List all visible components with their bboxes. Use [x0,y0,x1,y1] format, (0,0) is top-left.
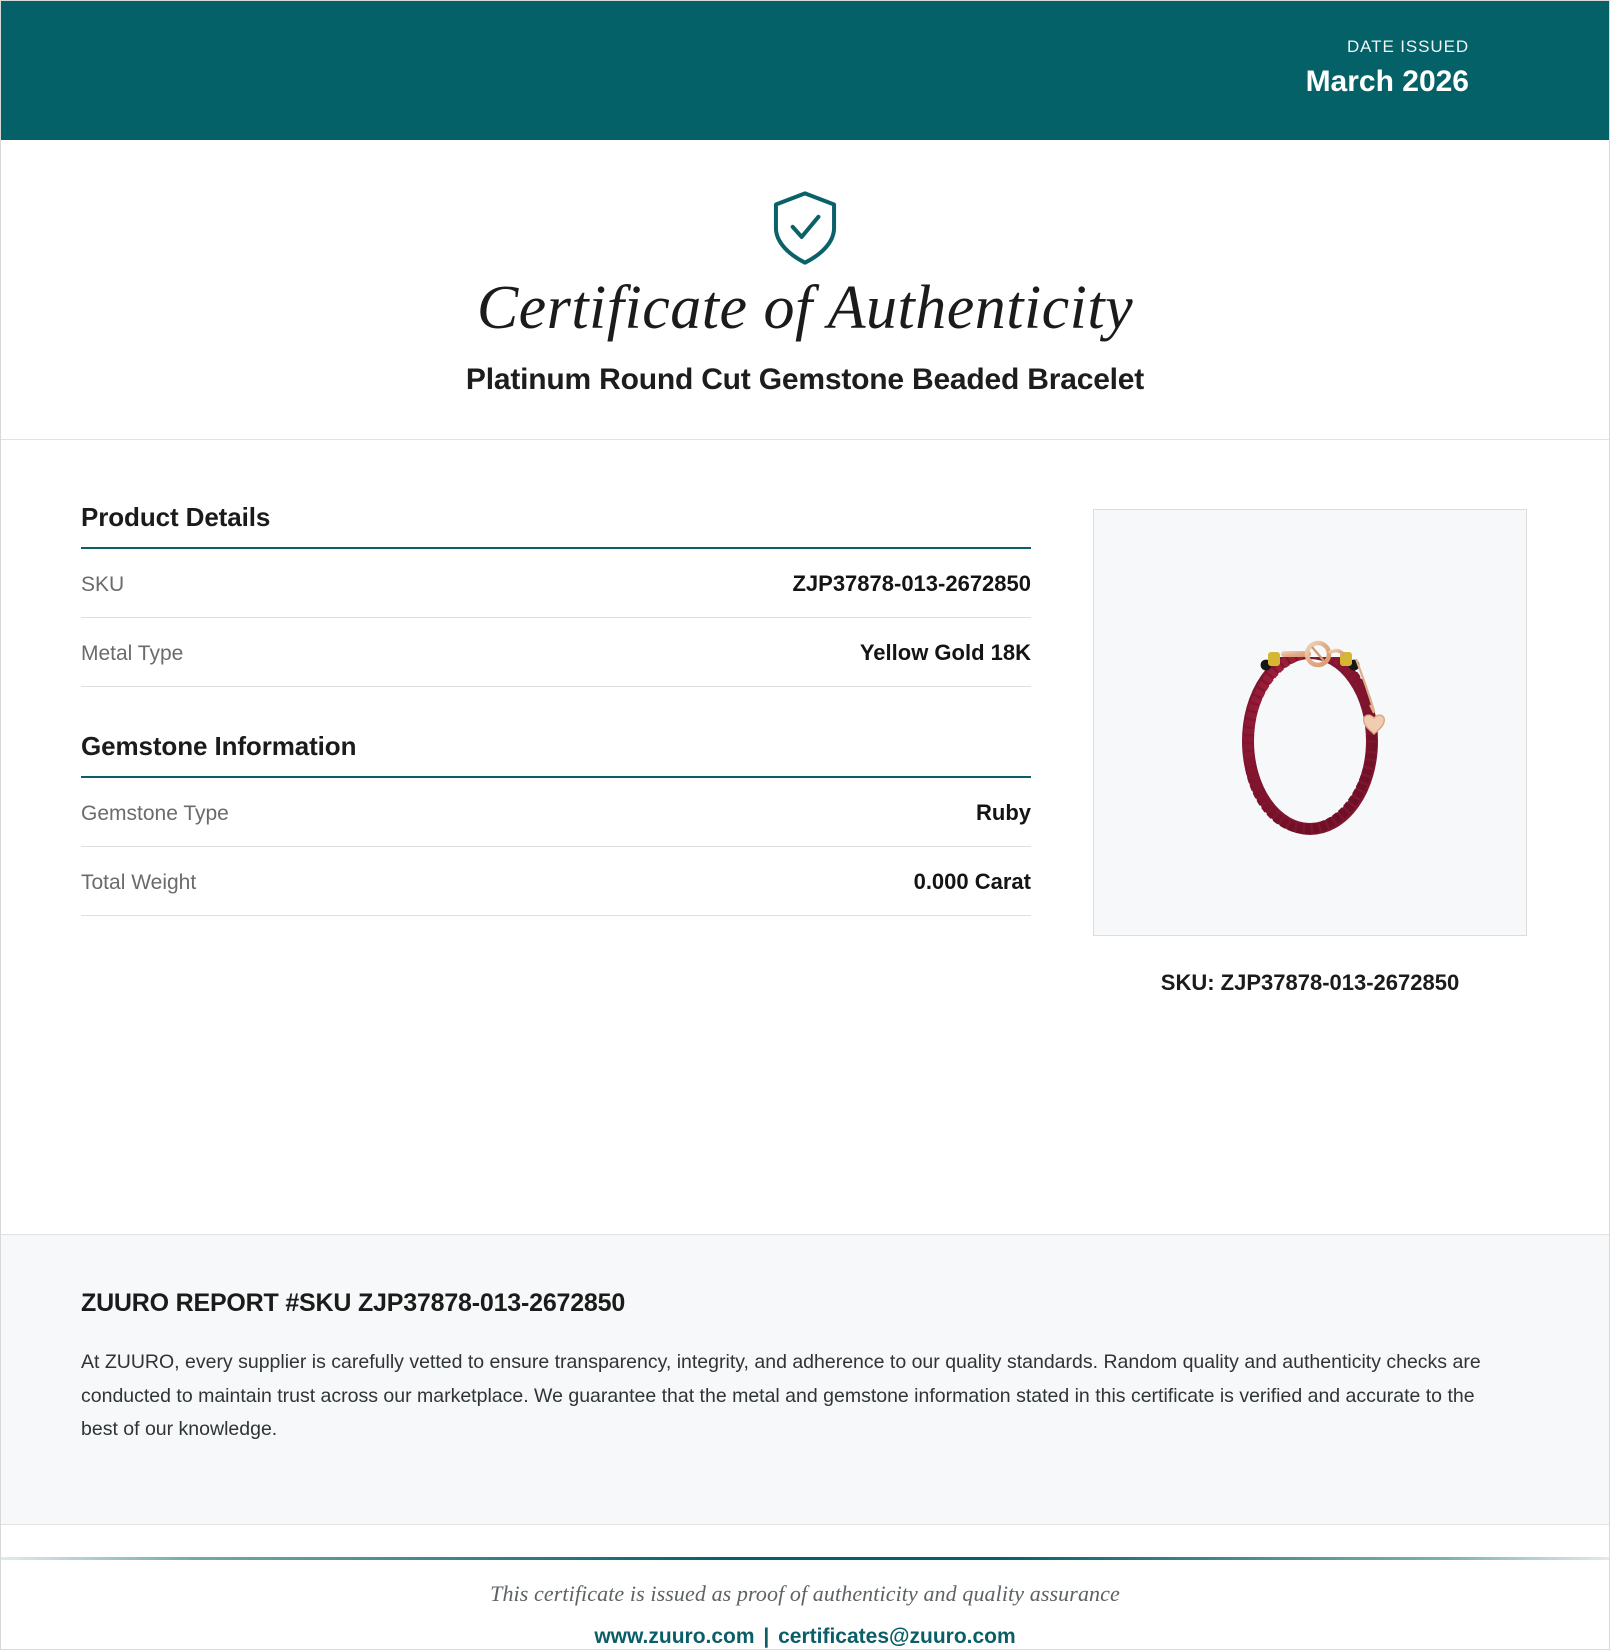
product-image-sku-caption: SKU: ZJP37878-013-2672850 [1160,970,1460,996]
product-name: Platinum Round Cut Gemstone Beaded Bracelet [465,363,1145,397]
spec-label-sku: SKU [81,573,125,597]
product-image-column [1093,502,1529,996]
spec-value-sku: ZJP37878-013-2672850 [792,571,1031,597]
footer-note: This certificate is issued as proof of authenticity and quality assurance [490,1581,1120,1606]
table-row [81,778,1031,847]
page-title: Certificate of Authenticity [476,274,1134,342]
specs-column [81,502,1031,916]
website-link[interactable]: www.zuuro.com [594,1625,755,1648]
spec-value-gemstone-type: Ruby [976,800,1031,826]
footer-contact-links [1,1625,1609,1649]
spec-label-metal-type: Metal Type [81,642,184,666]
gemstone-information-heading: Gemstone Information [81,731,1031,778]
date-issued-value: March 2026 [1305,65,1469,99]
certificate-footer [1,1525,1609,1649]
ruby-beaded-bracelet-photo [1160,573,1460,873]
certificate-title-block [1,140,1609,440]
date-issued-block [1306,37,1469,100]
footer-link-separator: | [763,1625,770,1648]
product-image-frame [1093,509,1527,936]
email-link[interactable]: certificates@zuuro.com [778,1625,1016,1648]
zuuro-report-section [1,1235,1609,1525]
report-title: ZUURO REPORT #SKU ZJP37878-013-2672850 [81,1289,626,1317]
table-row [81,549,1031,618]
table-row [81,847,1031,916]
date-issued-label: DATE ISSUED [1347,37,1469,56]
table-row [81,618,1031,687]
spec-label-total-weight: Total Weight [81,871,197,895]
product-details-heading: Product Details [81,502,1031,549]
report-body-text: At ZUURO, every supplier is carefully vetted to ensure transparency, integrity, and adherence to our quality standards. Random quality and authenticity checks are conducted to maintain trust across our marketplace. We guarantee that the metal and gemstone information stated in this certificate is verified and accurate to the best of our knowledge. [81,1351,1481,1441]
certificate-body [1,440,1609,1235]
spec-value-metal-type: Yellow Gold 18K [859,640,1031,666]
certificate-header [1,1,1609,140]
spec-value-total-weight: 0.000 Carat [913,869,1031,895]
shield-check-icon [769,190,841,266]
footer-divider [1,1557,1609,1560]
spec-label-gemstone-type: Gemstone Type [81,802,229,826]
